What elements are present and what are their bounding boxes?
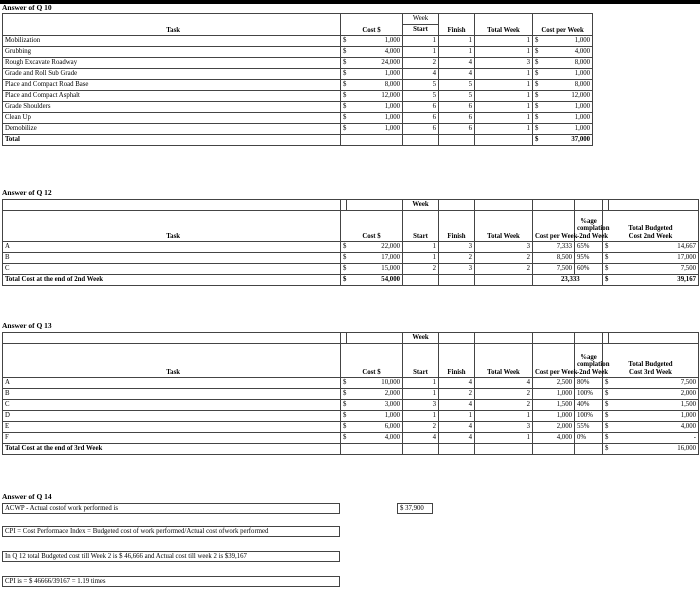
q13-cost-per-week: 1,000	[533, 389, 575, 400]
q10-total-week: 1	[475, 102, 533, 113]
q12-budget: 7,500	[609, 264, 699, 275]
q13-start: 3	[403, 400, 439, 411]
q10-currency: $	[341, 69, 347, 80]
q13-task: F	[3, 433, 341, 444]
q12-cost-per-week: 7,500	[533, 264, 575, 275]
q10-row	[3, 69, 593, 80]
q10-task: Clean Up	[3, 113, 341, 124]
q13-currency: $	[341, 422, 347, 433]
q13-cost-per-week: 1,000	[533, 411, 575, 422]
q10-row	[3, 80, 593, 91]
q10-row	[3, 102, 593, 113]
q13-cost: 4,000	[347, 433, 403, 444]
q10-total-week: 1	[475, 113, 533, 124]
q13-header-finish: Finish	[439, 344, 475, 378]
q10-cost-per-week: 8,000	[539, 80, 593, 91]
q13-header-week: Week	[403, 333, 439, 344]
q10-row	[3, 58, 593, 69]
q13-total-week: 1	[475, 433, 533, 444]
q10-heading: Answer of Q 10	[2, 3, 52, 12]
q13-start: 4	[403, 433, 439, 444]
q10-start: 2	[403, 58, 439, 69]
q12-currency: $	[341, 264, 347, 275]
q10-start: 5	[403, 91, 439, 102]
q13-row	[3, 411, 699, 422]
q10-finish: 4	[439, 69, 475, 80]
q12-currency: $	[341, 242, 347, 253]
q10-cost-per-week: 1,000	[539, 124, 593, 135]
q14-acwp-value: $ 37,900	[397, 503, 433, 514]
q13-currency: $	[341, 411, 347, 422]
q13-finish: 1	[439, 411, 475, 422]
q13-row	[3, 378, 699, 389]
q10-finish: 6	[439, 113, 475, 124]
q13-finish: 4	[439, 378, 475, 389]
q10-currency: $	[533, 91, 539, 102]
q13-finish: 4	[439, 400, 475, 411]
q13-header-task: Task	[3, 344, 341, 378]
q10-cost: 4,000	[347, 47, 403, 58]
q13-cost-per-week: 2,500	[533, 378, 575, 389]
q12-budget: 14,667	[609, 242, 699, 253]
q13-currency: $	[341, 378, 347, 389]
q13-task: A	[3, 378, 341, 389]
q13-task: B	[3, 389, 341, 400]
q10-finish: 6	[439, 124, 475, 135]
q13-total-week: 3	[475, 422, 533, 433]
q13-cost: 1,000	[347, 411, 403, 422]
q13-heading: Answer of Q 13	[2, 321, 52, 330]
q12-table: Week Task Cost $ Start Finish Total Week Cost per Week %age complation -2nd Week Total Budgeted Cost 2nd Week A $ 22,000 1 3 3 7,333 65% $ 14,667 B $ 17,000 1 2 2 8,500 95% $ 17,000 C $ 15,000 2 3 2 7,500 60% $ 7,500 Total Cost at the end of 2nd Week $ 54,000 23,333 $ 39,167	[2, 199, 699, 286]
q13-currency: $	[603, 400, 609, 411]
q10-task: Grade Shoulders	[3, 102, 341, 113]
q10-start: 4	[403, 69, 439, 80]
q13-budget: 4,000	[609, 422, 699, 433]
q12-budget: 17,000	[609, 253, 699, 264]
q12-header-pct: %age complation -2nd Week	[575, 211, 603, 242]
q13-header-cost: Cost $	[341, 344, 403, 378]
q13-header-budget: Total Budgeted Cost 3rd Week	[603, 344, 699, 378]
q13-budget: 2,000	[609, 389, 699, 400]
q12-cost: 22,000	[347, 242, 403, 253]
q13-header-total-week: Total Week	[475, 344, 533, 378]
q12-cost: 17,000	[347, 253, 403, 264]
q10-currency: $	[533, 36, 539, 47]
q12-row	[3, 242, 699, 253]
q13-start: 1	[403, 378, 439, 389]
q10-currency: $	[533, 124, 539, 135]
q10-currency: $	[533, 58, 539, 69]
q10-currency: $	[341, 36, 347, 47]
q10-total-week: 1	[475, 69, 533, 80]
q12-total-cost-per-week: 23,333	[533, 275, 603, 286]
q12-header-task: Task	[3, 211, 341, 242]
q10-cost-per-week: 1,000	[539, 36, 593, 47]
q10-cost: 1,000	[347, 102, 403, 113]
q12-task: C	[3, 264, 341, 275]
q10-finish: 6	[439, 102, 475, 113]
q12-total-label: Total Cost at the end of 2nd Week	[3, 275, 341, 286]
q13-table: Week Task Cost $ Start Finish Total Week Cost per Week %age complation -2nd Week Total Budgeted Cost 3rd Week A $ 10,000 1 4 4 2,500 80% $ 7,500 B $ 2,000 1 2 2 1,000 100% $ 2,000 C $ 3,000 3 4 2 1,500 40% $ 1,500 D $ 1,000 1 1 1 1,000 100% $ 1,000 E $ 6,000 2 4 3 2,000 55% $ 4,000 F $ 4,000 4 4 1 4,000 0% $ - Total Cost at the end of 3rd Week $ 16,000	[2, 332, 699, 455]
q10-row	[3, 47, 593, 58]
q12-task: A	[3, 242, 341, 253]
q10-currency: $	[341, 102, 347, 113]
q10-task: Demobilize	[3, 124, 341, 135]
q10-header-total-week: Total Week	[475, 14, 533, 36]
q13-pct: 100%	[575, 389, 603, 400]
q13-budget: 7,500	[609, 378, 699, 389]
q10-cost: 1,000	[347, 36, 403, 47]
q10-finish: 1	[439, 36, 475, 47]
q10-task: Place and Compact Asphalt	[3, 91, 341, 102]
q13-row	[3, 389, 699, 400]
q12-row	[3, 253, 699, 264]
q13-total-week: 4	[475, 378, 533, 389]
q12-currency: $	[603, 242, 609, 253]
q10-task: Rough Excavate Roadway	[3, 58, 341, 69]
q10-header-finish: Finish	[439, 14, 475, 36]
q12-heading: Answer of Q 12	[2, 188, 52, 197]
q14-q12-note: In Q 12 total Budgeted cost till Week 2 is $ 46,666 and Actual cost till week 2 is $39,167	[2, 551, 340, 562]
q13-row	[3, 400, 699, 411]
q10-start: 1	[403, 47, 439, 58]
q13-start: 2	[403, 422, 439, 433]
q13-budget: 1,000	[609, 411, 699, 422]
q13-cost-per-week: 2,000	[533, 422, 575, 433]
q10-currency: $	[533, 113, 539, 124]
q12-total-week: 3	[475, 242, 533, 253]
q13-pct: 40%	[575, 400, 603, 411]
q10-cost-per-week: 1,000	[539, 102, 593, 113]
q12-pct: 95%	[575, 253, 603, 264]
q13-task: C	[3, 400, 341, 411]
q12-start: 1	[403, 242, 439, 253]
q12-pct: 60%	[575, 264, 603, 275]
q10-start: 6	[403, 102, 439, 113]
q10-start: 6	[403, 124, 439, 135]
q13-finish: 2	[439, 389, 475, 400]
q12-header-start: Start	[403, 211, 439, 242]
q10-total-currency: $	[533, 135, 539, 146]
q13-currency: $	[603, 422, 609, 433]
q12-cost-per-week: 7,333	[533, 242, 575, 253]
q10-currency: $	[341, 91, 347, 102]
q13-budget: -	[609, 433, 699, 444]
q12-total-week: 2	[475, 253, 533, 264]
q13-header-cost-per-week: Cost per Week	[533, 344, 575, 378]
q10-currency: $	[341, 113, 347, 124]
q10-header-cost-per-week: Cost per Week	[533, 14, 593, 36]
q10-cost: 1,000	[347, 69, 403, 80]
q12-header-cost: Cost $	[341, 211, 403, 242]
q12-total-week: 2	[475, 264, 533, 275]
q10-table	[2, 13, 593, 146]
q10-finish: 5	[439, 80, 475, 91]
q13-total-week: 2	[475, 389, 533, 400]
q13-pct: 0%	[575, 433, 603, 444]
q10-header-task: Task	[3, 14, 341, 36]
q10-cost-per-week: 4,000	[539, 47, 593, 58]
q14-acwp-label: ACWP - Actual costof work performed is	[2, 503, 340, 514]
q10-cost: 12,000	[347, 91, 403, 102]
q10-total-week: 1	[475, 124, 533, 135]
q10-cost: 1,000	[347, 113, 403, 124]
q13-finish: 4	[439, 422, 475, 433]
q10-cost-per-week: 8,000	[539, 58, 593, 69]
q12-cost: 15,000	[347, 264, 403, 275]
q13-currency: $	[341, 400, 347, 411]
q12-finish: 2	[439, 253, 475, 264]
q13-header-start: Start	[403, 344, 439, 378]
q13-cost: 3,000	[347, 400, 403, 411]
q10-currency: $	[341, 80, 347, 91]
q13-cost: 6,000	[347, 422, 403, 433]
q10-header-start: Start	[403, 25, 439, 36]
q10-currency: $	[533, 47, 539, 58]
q10-cost: 8,000	[347, 80, 403, 91]
q10-header-week: Week	[403, 14, 439, 25]
q13-currency: $	[603, 389, 609, 400]
q13-row	[3, 433, 699, 444]
q13-total-week: 2	[475, 400, 533, 411]
q10-finish: 1	[439, 47, 475, 58]
q13-total-budget: 16,000	[609, 444, 699, 455]
q10-currency: $	[341, 58, 347, 69]
q10-row	[3, 36, 593, 47]
q12-header-budget: Total Budgeted Cost 2nd Week	[603, 211, 699, 242]
q14-cpi-definition: CPI = Cost Performace Index = Budgeted cost of work performed/Actual cost ofwork performed	[2, 526, 340, 537]
q13-cost-per-week: 1,500	[533, 400, 575, 411]
q10-row	[3, 113, 593, 124]
q13-task: D	[3, 411, 341, 422]
q13-task: E	[3, 422, 341, 433]
q10-currency: $	[341, 124, 347, 135]
q13-total-label: Total Cost at the end of 3rd Week	[3, 444, 341, 455]
q10-task: Place and Compact Road Base	[3, 80, 341, 91]
q10-finish: 5	[439, 91, 475, 102]
q12-currency: $	[603, 253, 609, 264]
q10-total-week: 1	[475, 91, 533, 102]
q13-currency: $	[603, 433, 609, 444]
q12-task: B	[3, 253, 341, 264]
q10-task: Grubbing	[3, 47, 341, 58]
q10-start: 5	[403, 80, 439, 91]
q13-finish: 4	[439, 433, 475, 444]
q10-task: Mobilization	[3, 36, 341, 47]
q13-cost: 10,000	[347, 378, 403, 389]
q10-total-week: 1	[475, 80, 533, 91]
q13-budget: 1,500	[609, 400, 699, 411]
q10-finish: 4	[439, 58, 475, 69]
q13-total-week: 1	[475, 411, 533, 422]
q12-header-finish: Finish	[439, 211, 475, 242]
q13-currency: $	[341, 389, 347, 400]
q10-cost: 24,000	[347, 58, 403, 69]
q12-pct: 65%	[575, 242, 603, 253]
q12-header-cost-per-week: Cost per Week	[533, 211, 575, 242]
q10-total-week: 1	[475, 36, 533, 47]
q13-cost-per-week: 4,000	[533, 433, 575, 444]
q12-total-budget: 39,167	[609, 275, 699, 286]
q10-currency: $	[341, 47, 347, 58]
q12-finish: 3	[439, 264, 475, 275]
q10-header-cost: Cost $	[341, 14, 403, 36]
q10-task: Grade and Roll Sub Grade	[3, 69, 341, 80]
q12-finish: 3	[439, 242, 475, 253]
q12-header-total-week: Total Week	[475, 211, 533, 242]
q14-heading: Answer of Q 14	[2, 492, 52, 501]
q10-start: 6	[403, 113, 439, 124]
q13-start: 1	[403, 389, 439, 400]
q10-row	[3, 124, 593, 135]
q10-currency: $	[533, 102, 539, 113]
q13-pct: 80%	[575, 378, 603, 389]
q10-start: 1	[403, 36, 439, 47]
q12-start: 1	[403, 253, 439, 264]
q10-currency: $	[533, 69, 539, 80]
q13-pct: 55%	[575, 422, 603, 433]
top-border	[0, 0, 700, 4]
q13-row	[3, 422, 699, 433]
q13-currency: $	[341, 433, 347, 444]
q13-cost: 2,000	[347, 389, 403, 400]
q10-cost-per-week: 1,000	[539, 69, 593, 80]
q12-row	[3, 264, 699, 275]
q13-start: 1	[403, 411, 439, 422]
q13-currency: $	[603, 378, 609, 389]
q13-currency: $	[603, 411, 609, 422]
q10-cost: 1,000	[347, 124, 403, 135]
q10-cost-per-week: 12,000	[539, 91, 593, 102]
q12-currency: $	[341, 253, 347, 264]
q10-total-label: Total	[3, 135, 341, 146]
q12-header-week: Week	[403, 200, 439, 211]
q14-cpi-result: CPI is = $ 46666/39167 = 1.19 times	[2, 576, 340, 587]
q12-currency: $	[603, 264, 609, 275]
q13-header-pct: %age complation -2nd Week	[575, 344, 603, 378]
q13-pct: 100%	[575, 411, 603, 422]
q12-cost-per-week: 8,500	[533, 253, 575, 264]
q12-total-cost: 54,000	[347, 275, 403, 286]
q10-row	[3, 91, 593, 102]
q10-total-week: 1	[475, 47, 533, 58]
q10-cost-per-week: 1,000	[539, 113, 593, 124]
q12-start: 2	[403, 264, 439, 275]
q10-total-week: 3	[475, 58, 533, 69]
q10-total-value: 37,000	[539, 135, 593, 146]
q10-currency: $	[533, 80, 539, 91]
